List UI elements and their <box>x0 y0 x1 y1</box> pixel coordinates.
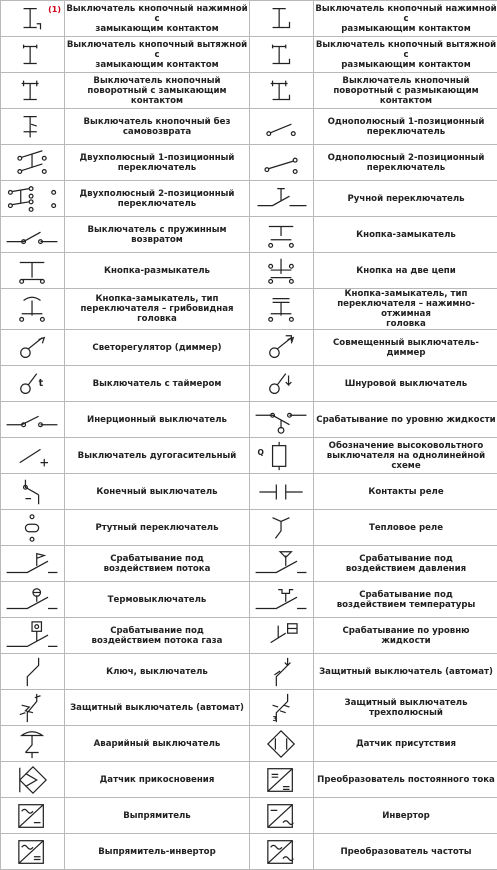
right-symbol-cell <box>250 289 314 330</box>
symbol-row <box>1 1 497 37</box>
symbol-label: Срабатывание под воздействием давления <box>346 554 466 574</box>
symbol-label: Кнопка-размыкатель <box>104 266 210 276</box>
left-symbol-cell <box>1 37 65 73</box>
dc-converter-icon <box>250 764 313 796</box>
dpst-switch-icon <box>1 147 64 179</box>
right-symbol-cell <box>250 109 314 145</box>
symbol-row <box>1 762 497 798</box>
spdt-switch-icon <box>250 147 313 179</box>
symbol-label: Кнопка на две цепи <box>356 266 456 276</box>
right-symbol-cell <box>250 402 314 438</box>
rotary-button-break-icon <box>250 75 313 107</box>
symbol-label: Ртутный переключатель <box>95 523 218 533</box>
latching-button-icon <box>1 111 64 143</box>
symbol-label: Выключатель кнопочный вытяжной с замыкающим контактом <box>65 40 249 70</box>
right-label-cell <box>314 474 497 510</box>
switch-dimmer-icon <box>250 332 313 364</box>
dimmer-icon <box>1 332 64 364</box>
right-label-cell <box>314 366 497 402</box>
left-symbol-cell <box>1 366 65 402</box>
symbol-label: Срабатывание по уровню жидкости <box>316 415 495 425</box>
left-label-cell <box>65 73 250 109</box>
symbol-row <box>1 289 497 330</box>
liquid-level-switch-icon <box>250 620 313 652</box>
right-symbol-cell <box>250 37 314 73</box>
symbol-label: Преобразователь частоты <box>340 847 471 857</box>
left-label-cell <box>65 510 250 546</box>
left-symbol-cell <box>1 73 65 109</box>
symbol-label: Аварийный выключатель <box>94 739 221 749</box>
left-label-cell <box>65 690 250 726</box>
symbol-label: Выключатель кнопочный нажимной с размыкающим контактом <box>314 4 497 34</box>
left-symbol-cell <box>1 762 65 798</box>
touch-sensor-icon <box>1 764 64 796</box>
right-symbol-cell <box>250 217 314 253</box>
symbol-label: Однополюсный 1-позиционный переключатель <box>328 117 485 137</box>
symbol-label: Срабатывание под воздействием потока газа <box>92 626 223 646</box>
pull-button-break-icon <box>250 39 313 71</box>
symbol-row <box>1 330 497 366</box>
left-symbol-cell <box>1 726 65 762</box>
right-symbol-cell <box>250 510 314 546</box>
symbol-row <box>1 253 497 289</box>
break-button-icon <box>1 255 64 287</box>
emergency-switch-icon <box>1 728 64 760</box>
mercury-switch-icon <box>1 512 64 544</box>
symbol-label: Обозначение высоковольтного выключателя на однолинейной схеме <box>314 441 497 471</box>
left-symbol-cell <box>1 654 65 690</box>
left-label-cell <box>65 618 250 654</box>
symbol-row <box>1 726 497 762</box>
gas-flow-switch-icon <box>1 620 64 652</box>
dpdt-switch-icon <box>1 183 64 215</box>
symbol-row <box>1 834 497 870</box>
left-label-cell <box>65 366 250 402</box>
left-symbol-cell <box>1 582 65 618</box>
right-label-cell <box>314 330 497 366</box>
thermal-switch-icon <box>1 584 64 616</box>
symbol-label: Термовыключатель <box>108 595 207 605</box>
three-pole-breaker-icon <box>250 692 313 724</box>
symbol-row <box>1 654 497 690</box>
left-symbol-cell <box>1 145 65 181</box>
symbol-label: Защитный выключатель (автомат) <box>70 703 244 713</box>
svg-text:t: t <box>39 377 44 388</box>
symbol-row <box>1 402 497 438</box>
symbol-row <box>1 438 497 474</box>
right-label-cell <box>314 37 497 73</box>
right-symbol-cell <box>250 181 314 217</box>
left-symbol-cell <box>1 438 65 474</box>
key-switch-icon <box>1 656 64 688</box>
left-label-cell <box>65 181 250 217</box>
right-symbol-cell <box>250 73 314 109</box>
left-symbol-cell <box>1 798 65 834</box>
spst-switch-icon <box>250 111 313 143</box>
svg-text:3: 3 <box>273 715 278 723</box>
arc-quench-switch-icon <box>1 440 64 472</box>
symbol-row <box>1 217 497 253</box>
right-label-cell <box>314 762 497 798</box>
timer-switch-icon <box>1 368 64 400</box>
left-symbol-cell <box>1 109 65 145</box>
right-label-cell <box>314 690 497 726</box>
right-symbol-cell <box>250 330 314 366</box>
symbol-label: Светорегулятор (диммер) <box>92 343 221 353</box>
flow-switch-icon <box>1 548 64 580</box>
symbol-row <box>1 510 497 546</box>
right-label-cell <box>314 438 497 474</box>
left-symbol-cell <box>1 181 65 217</box>
symbol-label: Защитный выключатель (автомат) <box>319 667 493 677</box>
mushroom-head-button-icon <box>1 293 64 325</box>
right-symbol-cell <box>250 798 314 834</box>
left-label-cell <box>65 289 250 330</box>
right-label-cell <box>314 654 497 690</box>
left-symbol-cell <box>1 474 65 510</box>
symbol-label: Датчик прикосновения <box>100 775 215 785</box>
symbol-row <box>1 366 497 402</box>
symbol-row <box>1 690 497 726</box>
make-button-icon <box>250 219 313 251</box>
liquid-level-float-icon <box>250 404 313 436</box>
circuit-breaker-thermal-icon <box>1 692 64 724</box>
left-label-cell <box>65 1 250 37</box>
left-symbol-cell <box>1 510 65 546</box>
left-label-cell <box>65 654 250 690</box>
right-symbol-cell <box>250 834 314 870</box>
right-symbol-cell <box>250 546 314 582</box>
right-symbol-cell <box>250 690 314 726</box>
right-label-cell <box>314 1 497 37</box>
symbol-row <box>1 546 497 582</box>
frequency-converter-icon <box>250 836 313 868</box>
symbol-row <box>1 582 497 618</box>
left-label-cell <box>65 798 250 834</box>
right-label-cell <box>314 145 497 181</box>
left-symbol-cell <box>1 253 65 289</box>
right-label-cell <box>314 181 497 217</box>
right-label-cell <box>314 289 497 330</box>
right-label-cell <box>314 726 497 762</box>
push-pull-head-button-icon <box>250 293 313 325</box>
left-label-cell <box>65 438 250 474</box>
right-symbol-cell <box>250 474 314 510</box>
left-symbol-cell <box>1 1 65 37</box>
symbol-label: Выключатель кнопочный без самовозврата <box>84 117 231 137</box>
symbol-label: Выпрямитель-инвертор <box>98 847 216 857</box>
symbol-label: Контакты реле <box>368 487 443 497</box>
right-symbol-cell <box>250 654 314 690</box>
symbol-label: Кнопка-замыкатель, тип переключателя – грибовидная головка <box>80 294 233 324</box>
symbol-label: Выключатель дугогасительный <box>78 451 237 461</box>
left-symbol-cell <box>1 330 65 366</box>
symbol-row <box>1 474 497 510</box>
symbol-label: Выключатель кнопочный поворотный с замыкающим контактом <box>87 76 226 106</box>
rectifier-inverter-icon <box>1 836 64 868</box>
two-circuit-button-icon <box>250 255 313 287</box>
left-label-cell <box>65 330 250 366</box>
left-symbol-cell <box>1 834 65 870</box>
left-label-cell <box>65 217 250 253</box>
left-label-cell <box>65 762 250 798</box>
right-label-cell <box>314 618 497 654</box>
right-symbol-cell <box>250 438 314 474</box>
right-label-cell <box>314 109 497 145</box>
symbol-label: Двухполюсный 1-позиционный переключатель <box>80 153 235 173</box>
right-label-cell <box>314 834 497 870</box>
left-label-cell <box>65 726 250 762</box>
svg-text:Q: Q <box>258 448 265 457</box>
left-symbol-cell <box>1 217 65 253</box>
left-label-cell <box>65 402 250 438</box>
inertia-switch-icon <box>1 404 64 436</box>
symbol-row <box>1 798 497 834</box>
right-symbol-cell <box>250 582 314 618</box>
right-symbol-cell <box>250 366 314 402</box>
inverter-icon <box>250 800 313 832</box>
spring-return-switch-icon <box>1 219 64 251</box>
hv-breaker-icon <box>250 440 313 472</box>
symbol-row <box>1 618 497 654</box>
right-symbol-cell <box>250 618 314 654</box>
symbol-label: Выключатель кнопочный вытяжной с размыкающим контактом <box>314 40 497 70</box>
limit-switch-icon <box>1 476 64 508</box>
left-label-cell <box>65 474 250 510</box>
left-symbol-cell <box>1 690 65 726</box>
symbol-label: Двухполюсный 2-позиционный переключатель <box>80 189 235 209</box>
symbol-label: Выключатель кнопочный нажимной с замыкающим контактом <box>65 4 249 34</box>
symbol-label: Инвертор <box>382 811 430 821</box>
symbol-row <box>1 73 497 109</box>
left-label-cell <box>65 253 250 289</box>
symbol-label: Ручной переключатель <box>347 194 464 204</box>
symbol-row <box>1 181 497 217</box>
right-label-cell <box>314 582 497 618</box>
symbol-label: Срабатывание под воздействием потока <box>104 554 211 574</box>
pressure-switch-icon <box>250 548 313 580</box>
symbol-label: Шнуровой выключатель <box>345 379 468 389</box>
manual-switch-icon <box>250 183 313 215</box>
right-symbol-cell <box>250 253 314 289</box>
rectifier-icon <box>1 800 64 832</box>
presence-sensor-icon <box>250 728 313 760</box>
left-label-cell <box>65 37 250 73</box>
right-label-cell <box>314 402 497 438</box>
symbol-label: Конечный выключатель <box>96 487 217 497</box>
right-symbol-cell <box>250 145 314 181</box>
symbol-row <box>1 37 497 73</box>
symbol-label: Инерционный выключатель <box>87 415 227 425</box>
push-button-break-icon <box>250 3 313 35</box>
relay-contacts-icon <box>250 476 313 508</box>
right-symbol-cell <box>250 1 314 37</box>
footnote-marker: (1) <box>48 5 61 14</box>
left-label-cell <box>65 582 250 618</box>
right-label-cell <box>314 510 497 546</box>
right-label-cell <box>314 217 497 253</box>
left-symbol-cell <box>1 402 65 438</box>
symbol-label: Срабатывание под воздействием температуры <box>337 590 476 610</box>
right-label-cell <box>314 798 497 834</box>
left-label-cell <box>65 109 250 145</box>
symbol-label: Ключ, выключатель <box>106 667 208 677</box>
right-label-cell <box>314 546 497 582</box>
symbol-label: Срабатывание по уровню жидкости <box>342 626 469 646</box>
rotary-button-make-icon <box>1 75 64 107</box>
left-label-cell <box>65 834 250 870</box>
symbol-label: Однополюсный 2-позиционный переключатель <box>328 153 485 173</box>
symbol-label: Датчик присутствия <box>356 739 456 749</box>
right-symbol-cell <box>250 762 314 798</box>
symbol-label: Выключатель с пружинным возвратом <box>87 225 226 245</box>
right-label-cell <box>314 253 497 289</box>
pull-button-make-icon <box>1 39 64 71</box>
symbol-label: Защитный выключатель трехполюсный <box>344 698 467 718</box>
temperature-switch-icon <box>250 584 313 616</box>
left-label-cell <box>65 145 250 181</box>
cord-switch-icon <box>250 368 313 400</box>
symbol-label: Совмещенный выключатель-диммер <box>314 338 497 358</box>
symbol-row <box>1 145 497 181</box>
symbol-label: Кнопка-замыкатель <box>356 230 456 240</box>
symbol-label: Выключатель с таймером <box>93 379 222 389</box>
right-label-cell <box>314 73 497 109</box>
left-label-cell <box>65 546 250 582</box>
left-symbol-cell <box>1 546 65 582</box>
left-symbol-cell <box>1 618 65 654</box>
circuit-breaker-icon <box>250 656 313 688</box>
symbol-label: Выключатель кнопочный поворотный с размыкающим контактом <box>333 76 478 106</box>
symbol-label: Выпрямитель <box>123 811 191 821</box>
symbol-label: Тепловое реле <box>369 523 443 533</box>
symbol-label: Кнопка-замыкатель, тип переключателя – нажимно-отжимная головка <box>314 289 497 329</box>
thermal-relay-icon <box>250 512 313 544</box>
left-symbol-cell <box>1 289 65 330</box>
right-symbol-cell <box>250 726 314 762</box>
symbol-label: Преобразователь постоянного тока <box>317 775 495 785</box>
symbol-row <box>1 109 497 145</box>
